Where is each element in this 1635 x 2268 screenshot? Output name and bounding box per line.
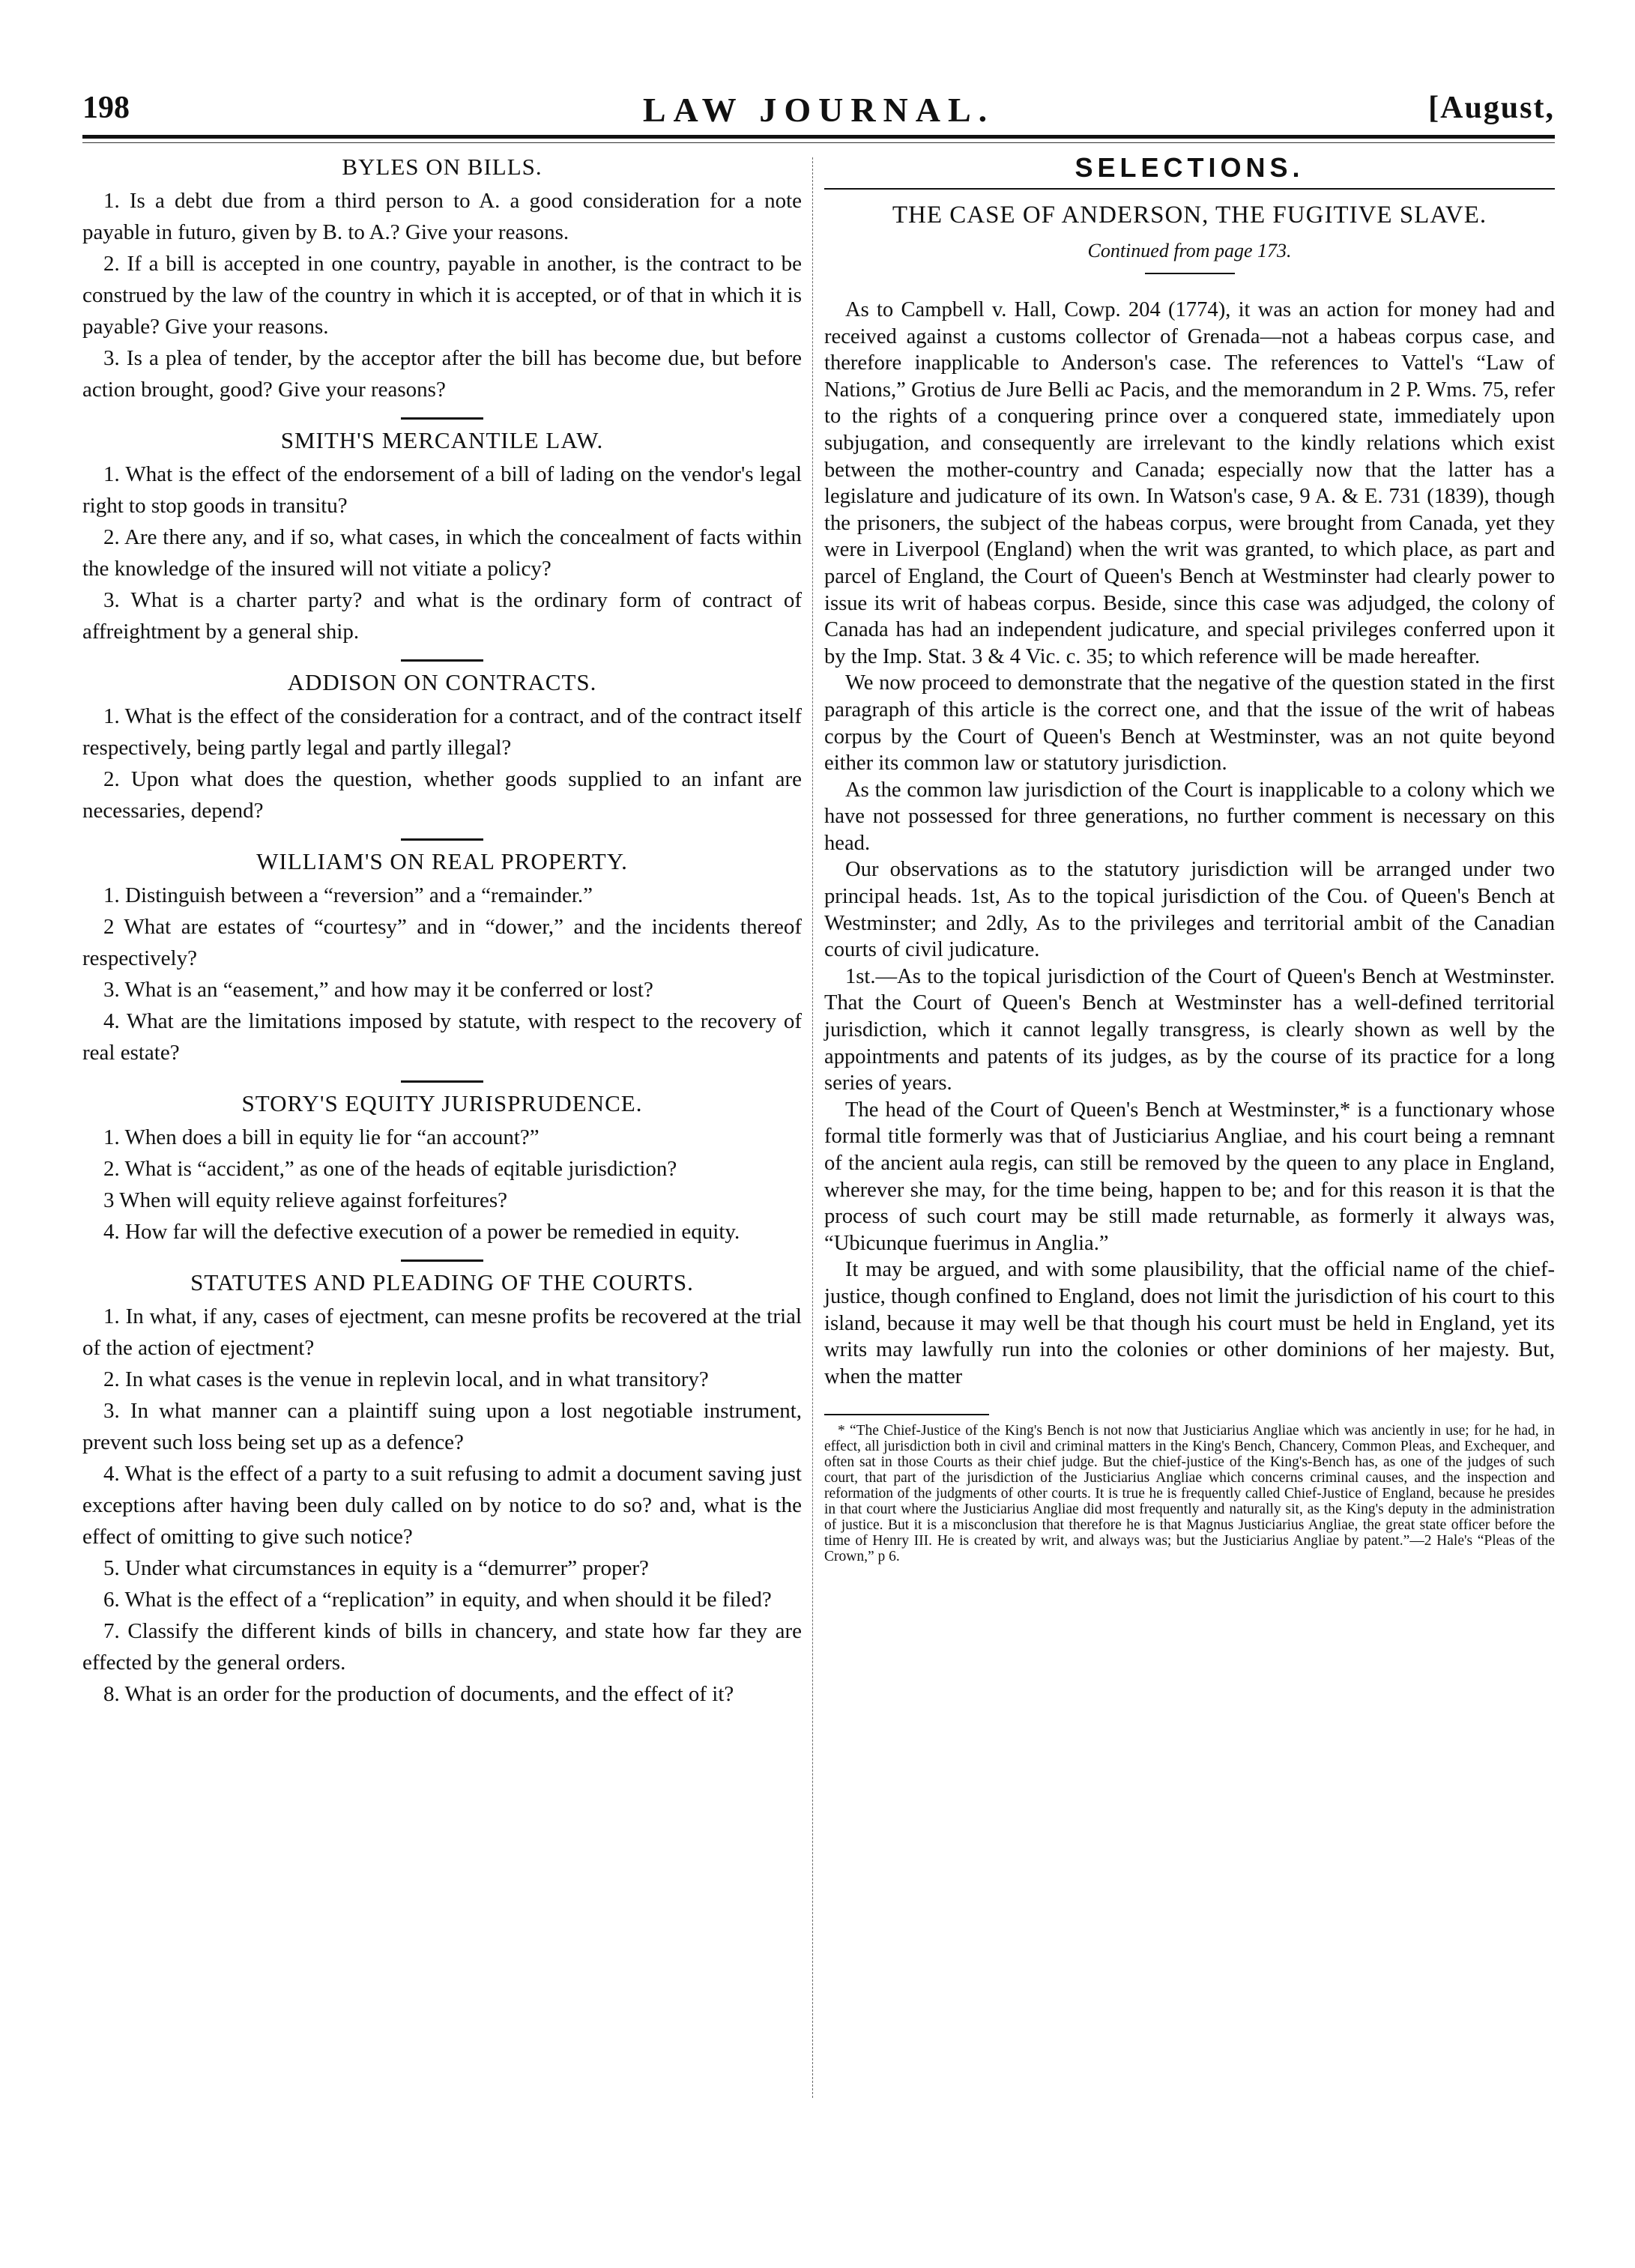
section-title: ADDISON ON CONTRACTS. (287, 669, 597, 695)
question: 1. What is the effect of the endorsement of a bill of lading on the vendor's legal right to stop goods in transitu? (82, 462, 802, 518)
question: 1. What is the effect of the consideration for a contract, and of the contract itself respectively, being partly legal and partly illegal? (82, 704, 802, 760)
question: 4. What is the effect of a party to a suit refusing to admit a document saving just exceptions after having been duly called on by notice to do so? and, what is the effect of omitting to give such notice? (82, 1462, 802, 1549)
question: 1. When does a bill in equity lie for “an account?” (103, 1125, 540, 1149)
question: 3. Is a plea of tender, by the acceptor after the bill has become due, but before action brought, good? Give your reasons? (82, 346, 802, 402)
footnote-rule (824, 1414, 989, 1415)
selections-rule (824, 188, 1555, 190)
footnote: * “The Chief-Justice of the King's Bench is not now that Justiciarius Angliae which was anciently in use; for he had, in effect, all jurisdiction both in civil and criminal matters in the King's Bench, Chancery, Common Pleas, and Exchequer, and often sat in those Courts as their chief judge. But the chief-justice of the King's-Bench has, as one of the judges of such court, that part of the jurisdiction of the Justiciarius Angliae which concerns criminal causes, and the inspection and reformation of the judgments of other courts. It is true he is frequently called Chief-Justice of England, because he presides in that court where the Justiciarius Angliae did most frequently and naturally sit, as the King's deputy in the administration of justice. But it is a misconclusion that therefore he is that Magnus Justiciarius Angliae, the great state officer before the time of Henry III. He is created by writ, and always was; but the Justiciarius Angliae by patent.”—2 Hale's “Pleas of the Crown,” p 6. (824, 1423, 1555, 1565)
header-rule (82, 135, 1555, 139)
section-byles (82, 154, 802, 405)
article-paragraph: As the common law jurisdiction of the Court is inapplicable to a colony which we have not possessed for three generations, no further comment is necessary on this head. (824, 778, 1555, 855)
continued-note: Continued from page 173. (1087, 240, 1292, 261)
question: 1. Is a debt due from a third person to A. a good consideration for a note payable in futuro, given by B. to A.? Give your reasons. (82, 189, 802, 244)
question: 2. In what cases is the venue in replevin local, and in what transitory? (103, 1367, 709, 1391)
section-statutes (82, 1269, 802, 1710)
question: 2. Upon what does the question, whether goods supplied to an infant are necessaries, depend? (82, 767, 802, 823)
article-title: THE CASE OF ANDERSON, THE FUGITIVE SLAVE. (892, 202, 1487, 229)
question: 3. In what manner can a plaintiff suing upon a lost negotiable instrument, prevent such loss being set up as a defence? (82, 1399, 802, 1454)
section-smith (82, 427, 802, 647)
question: 4. What are the limitations imposed by statute, with respect to the recovery of real estate? (82, 1009, 802, 1065)
section-title: BYLES ON BILLS. (342, 154, 543, 180)
column-divider (812, 157, 813, 2098)
question: 3. What is an “easement,” and how may it be conferred or lost? (103, 978, 653, 1002)
article-rule (1145, 273, 1235, 274)
section-divider (401, 417, 483, 420)
section-williams (82, 848, 802, 1068)
section-divider (401, 659, 483, 662)
question: 3 When will equity relieve against forfeitures? (103, 1188, 507, 1212)
question: 2. What is “accident,” as one of the heads of eqitable jurisdiction? (103, 1157, 677, 1181)
article-paragraph: As to Campbell v. Hall, Cowp. 204 (1774), it was an action for money had and received against a customs collector of Grenada—not a habeas corpus case, and therefore inapplicable to Anderson's case. The references to Vattel's “Law of Nations,” Grotius de Jure Belli ac Pacis, and the memorandum in 2 P. Wms. 75, refer to the rights of a conquering prince over a conquered state, immediately upon subjugation, and consequently are irrelevant to the kindly relations which exist between the mother-country and Canada; especially now that the latter has a legislature and judicature of its own. In Watson's case, 9 A. & E. 731 (1839), though the prisoners, the subject of the habeas corpus, were brought from Canada, yet they were in Liverpool (England) when the writ was granted, to which place, as part and parcel of England, the Court of Queen's Bench at Westminster had clearly power to issue its writ of habeas corpus. Beside, since this case was adjudged, the colony of Canada has had an independent judicature, and special privileges conferred upon it by the Imp. Stat. 3 & 4 Vic. c. 35; to which reference will be made hereafter. (824, 298, 1555, 668)
section-title: WILLIAM'S ON REAL PROPERTY. (256, 848, 628, 874)
question: 6. What is the effect of a “replication” in equity, and when should it be filed? (103, 1588, 772, 1612)
section-title: STORY'S EQUITY JURISPRUDENCE. (241, 1090, 643, 1116)
section-title: SMITH'S MERCANTILE LAW. (280, 427, 604, 453)
section-story (82, 1090, 802, 1248)
section-addison (82, 669, 802, 826)
question: 8. What is an order for the production of documents, and the effect of it? (103, 1682, 734, 1706)
page-number: 198 (82, 91, 130, 125)
article-paragraph: It may be argued, and with some plausibility, that the official name of the chief-justice, though confined to England, does not limit the jurisdiction of his court to this island, because it may well be that though his court must be held in England, yet its writs may lawfully run into the colonies or other dominions of her majesty. But, when the matter (824, 1258, 1555, 1388)
header-rule-thin (82, 142, 1555, 143)
section-title: STATUTES AND PLEADING OF THE COURTS. (190, 1269, 694, 1295)
article-paragraph: We now proceed to demonstrate that the negative of the question stated in the first paragraph of this article is the correct one, and that the issue of the writ of habeas corpus by the Court of Queen's Bench at Westminster, was an not quite beyond either its common law or statutory jurisdiction. (824, 671, 1555, 775)
question: 3. What is a charter party? and what is the ordinary form of contract of affreightment by a general ship. (82, 588, 802, 644)
selections-heading: SELECTIONS. (1075, 152, 1305, 183)
question: 1. Distinguish between a “reversion” and a “remainder.” (103, 883, 593, 907)
article-paragraph: Our observations as to the statutory jurisdiction will be arranged under two principal heads. 1st, As to the topical jurisdiction of the Cou. of Queen's Bench at Westminster; and 2dly, As to the privileges and territorial ambit of the Canadian courts of civil judicature. (824, 858, 1555, 962)
question: 2 What are estates of “courtesy” and in “dower,” and the incidents thereof respectively? (82, 915, 802, 970)
question: 4. How far will the defective execution of a power be remedied in equity. (103, 1220, 740, 1244)
question: 2. Are there any, and if so, what cases, in which the concealment of facts within the knowledge of the insured will not vitiate a policy? (82, 525, 802, 581)
left-column (82, 146, 802, 1710)
question: 1. In what, if any, cases of ejectment, can mesne profits be recovered at the trial of the action of ejectment? (82, 1304, 802, 1360)
article-paragraph: 1st.—As to the topical jurisdiction of the Court of Queen's Bench at Westminster. That the Court of Queen's Bench at Westminster has a well-defined territorial jurisdiction, which it cannot legally transgress, is clearly shown as well by the appointments and patents of its judges, as by the course of its practice for a long series of years. (824, 964, 1555, 1095)
issue-month: [August, (1428, 91, 1555, 125)
section-divider (401, 1080, 483, 1083)
section-divider (401, 838, 483, 841)
section-divider (401, 1260, 483, 1262)
question: 5. Under what circumstances in equity is a “demurrer” proper? (103, 1556, 649, 1580)
question: 7. Classify the different kinds of bills in chancery, and state how far they are effected by the general orders. (82, 1619, 802, 1675)
journal-title: LAW JOURNAL. (642, 91, 995, 129)
right-column (824, 146, 1555, 1564)
question: 2. If a bill is accepted in one country, payable in another, is the contract to be construed by the law of the country in which it is accepted, or of that in which it is payable? Give your reasons. (82, 252, 802, 339)
article-paragraph: The head of the Court of Queen's Bench at Westminster,* is a functionary whose formal title formerly was that of Justiciarius Angliae, and his court being a remnant of the ancient aula regis, can still be removed by the queen to any place in England, wherever she may, for the time being, happen to be; and for this reason it is that the process of such court may be still made returnable, as formerly it always was, “Ubicunque fuerimus in Anglia.” (824, 1098, 1555, 1255)
